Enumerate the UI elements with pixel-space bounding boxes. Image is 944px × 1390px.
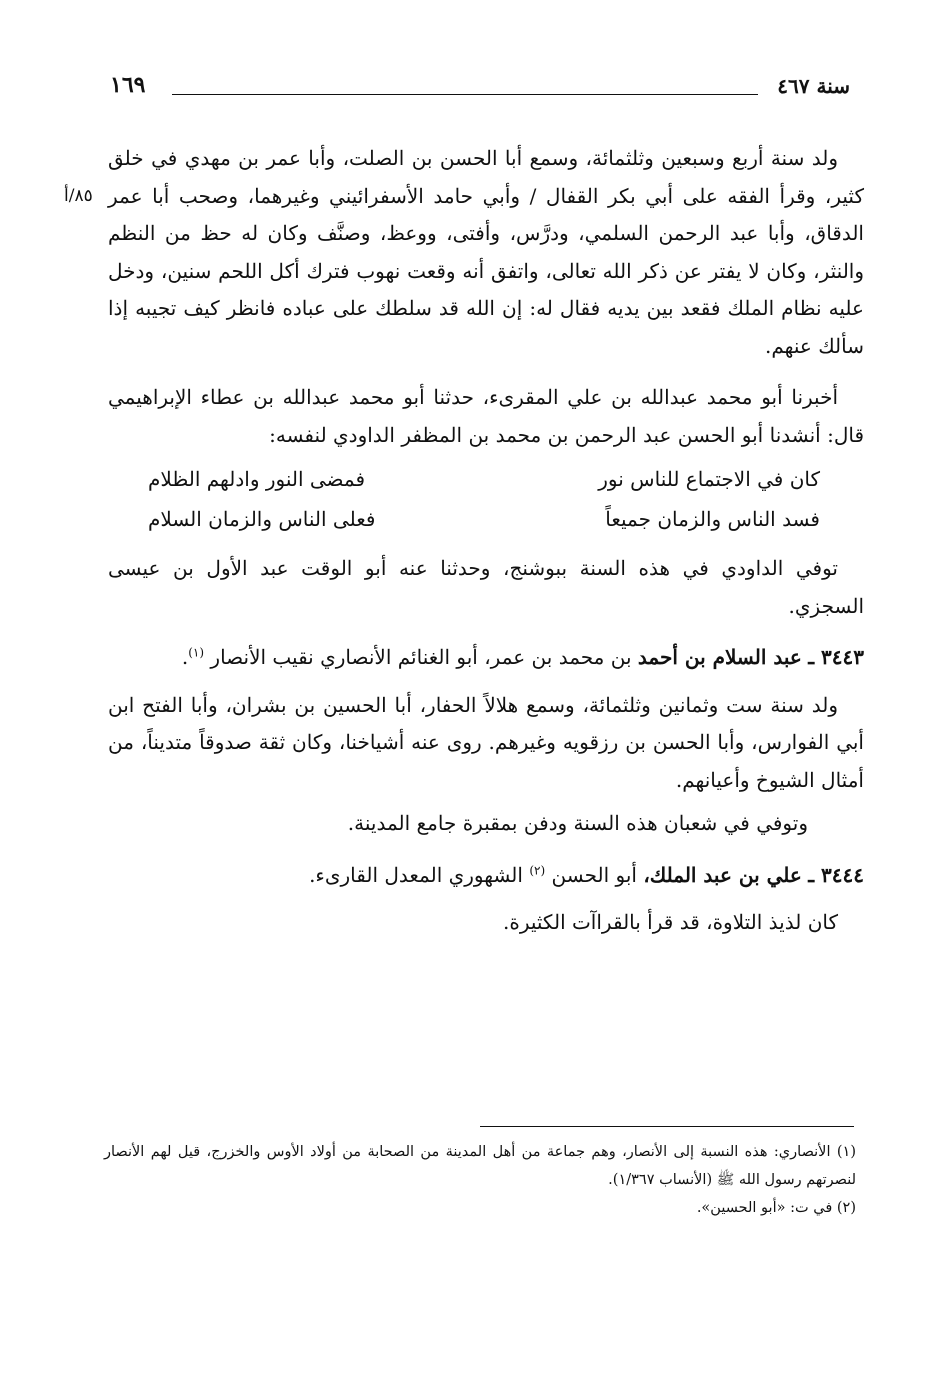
verse-first-hemistich: فسد الناس والزمان جميعاً (605, 507, 820, 532)
footnote-reference: (١) (188, 645, 205, 660)
header-rule (172, 94, 758, 95)
footnote-1: (١) الأنصاري: هذه النسبة إلى الأنصار، وهم جماعة من أهل المدينة من الصحابة من أولاد الأوس والخزرج، قيل لهم الأنصار لنصرتهم رسول الله ﷺ (الأنساب ١/٣٦٧). (104, 1144, 856, 1188)
biography-entry-heading (108, 639, 864, 677)
isnad-paragraph: أخبرنا أبو محمد عبدالله بن علي المقرىء، حدثنا أبو محمد عبدالله بن عطاء الإبراهيمي قال: أنشدنا أبو الحسن عبد الرحمن بن محمد بن المظفر الداودي لنفسه: (108, 385, 864, 447)
manuscript-folio-note: ٨٥/أ (64, 186, 93, 206)
main-text (108, 140, 864, 956)
entry-name: علي بن عبد الملك، (643, 862, 802, 887)
entry-name: عبد السلام بن أحمد (637, 645, 802, 669)
biography-paragraph: ولد سنة أربع وسبعين وثلثمائة، وسمع أبا الحسن بن الصلت، وأبا عمر بن مهدي في خلق كثير، وقرأ الفقه على أبي بكر القفال / وأبي حامد الأسفرائيني وغيرهما، وصحب أبا عمر الدقاق، وأبا عبد الرحمن السلمي، ودرَّس، وأفتى، ووعظ، وصنَّف وكان له حظ من النظم والنثر، وكان لا يفتر عن ذكر الله تعالى، واتفق أنه وقعت نهوب فترك أكل اللحم سنين، ودخل عليه نظام الملك فقعد بين يديه فقال له: إن الله قد سلطك على عباده فانظر كيف تجيبه إذا سألك عنهم. (108, 146, 864, 358)
entry-lineage: بن محمد بن عمر، أبو الغنائم الأنصاري نقيب الأنصار (210, 645, 632, 669)
entry-number: ٣٤٤٤ ـ (808, 862, 864, 887)
year-title: سنة ٤٦٧ (777, 74, 850, 98)
running-header (110, 72, 850, 102)
death-paragraph: توفي الداودي في هذه السنة ببوشنج، وحدثنا عنه أبو الوقت عبد الأول بن عيسى السجزي. (108, 556, 864, 618)
poem-verse (148, 460, 820, 500)
footnote-reference: (٢) (529, 862, 546, 877)
poem (108, 460, 864, 540)
verse-first-hemistich: كان في الاجتماع للناس نور (598, 467, 820, 492)
biography-paragraph: كان لذيذ التلاوة، قد قرأ بالقراآت الكثيرة. (502, 910, 838, 934)
entry-end: . (181, 645, 189, 669)
biography-paragraph: ولد سنة ست وثمانين وثلثمائة، وسمع هلالاً الحفار، أبا الحسين بن بشران، وأبا الفتح ابن أبي الفوارس، وأبا الحسن بن رزقويه وغيرهم. روى عنه أشياخنا، وكان ثقة صدوقاً متديناً، من أمثال الشيوخ وأعيانهم. (108, 692, 864, 792)
footnote-2: (٢) في ت: «أبو الحسين». (696, 1200, 856, 1216)
biography-entry-heading (108, 857, 864, 895)
death-paragraph: وتوفي في شعبان هذه السنة ودفن بمقبرة جامع المدينة. (347, 811, 808, 835)
entry-lineage: الشهوري المعدل القارىء. (309, 862, 523, 887)
entry-number: ٣٤٤٣ ـ (808, 645, 864, 669)
footnote-separator (480, 1126, 854, 1127)
verse-second-hemistich: فعلى الناس والزمان السلام (148, 507, 376, 532)
poem-verse (148, 500, 820, 540)
page-number: ١٦٩ (110, 72, 146, 98)
footnotes (104, 1138, 856, 1222)
verse-second-hemistich: فمضى النور وادلهم الظلام (148, 467, 366, 492)
entry-kunya: أبو الحسن (551, 862, 637, 887)
